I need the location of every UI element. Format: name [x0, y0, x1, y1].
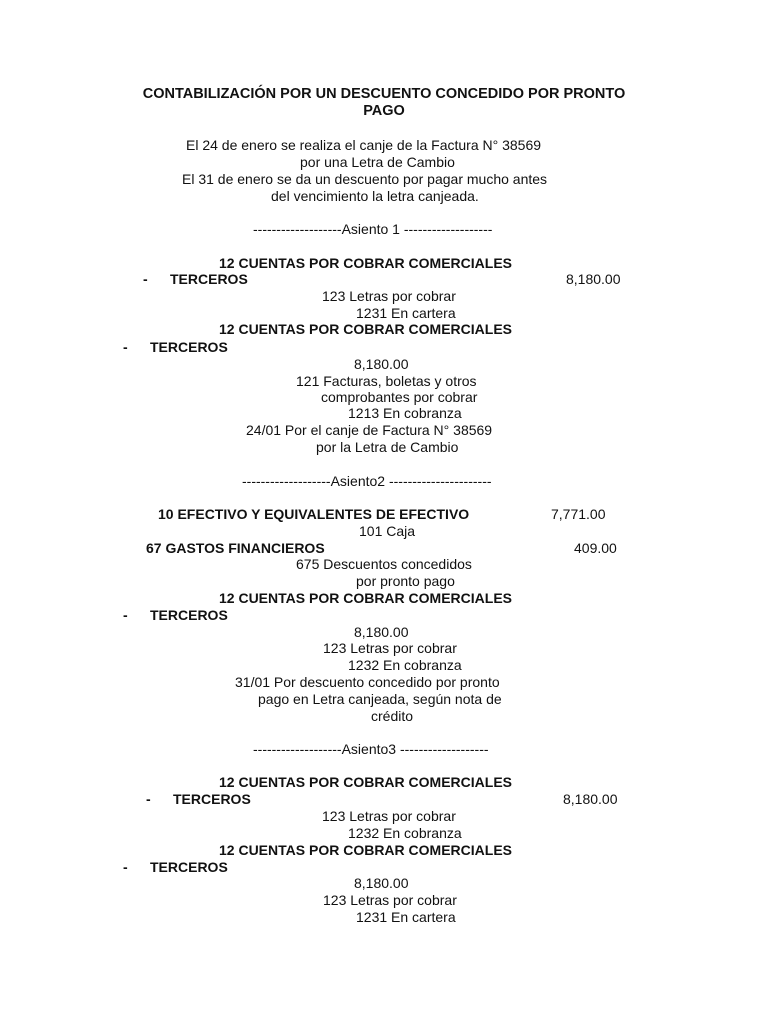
asiento-3-debit-line-1: 123 Letras por cobrar: [322, 808, 456, 824]
intro-line-2: por una Letra de Cambio: [300, 154, 455, 170]
asiento-2-debit-2-account: 67 GASTOS FINANCIEROS: [146, 540, 325, 556]
asiento-2-gloss-line-2: pago en Letra canjeada, según nota de: [258, 691, 502, 707]
asiento-2-credit-line-2: 1232 En cobranza: [348, 657, 462, 673]
asiento-3-separator: -------------------Asiento3 -------------------: [253, 741, 489, 757]
asiento-3-debit-amount: 8,180.00: [563, 791, 618, 807]
asiento-3-debit-account: 12 CUENTAS POR COBRAR COMERCIALES: [219, 774, 512, 790]
asiento-1-credit-line-3: 1213 En cobranza: [348, 405, 462, 421]
asiento-3-credit-dash: -: [123, 859, 128, 875]
asiento-1-debit-sub: TERCEROS: [170, 271, 248, 287]
asiento-2-credit-dash: -: [123, 607, 128, 623]
asiento-2-credit-line-1: 123 Letras por cobrar: [323, 640, 457, 656]
asiento-2-credit-amount: 8,180.00: [354, 624, 409, 640]
asiento-1-credit-account: 12 CUENTAS POR COBRAR COMERCIALES: [219, 321, 512, 337]
asiento-1-separator: -------------------Asiento 1 -------------------: [253, 221, 493, 237]
asiento-2-gloss-line-1: 31/01 Por descuento concedido por pronto: [235, 674, 500, 690]
asiento-2-debit-1-line-1: 101 Caja: [359, 523, 416, 539]
asiento-2-debit-2-amount: 409.00: [574, 540, 617, 556]
asiento-3-debit-sub: TERCEROS: [173, 791, 251, 807]
asiento-1-credit-dash: -: [123, 339, 128, 355]
asiento-1-debit-line-1: 123 Letras por cobrar: [322, 288, 456, 304]
asiento-2-debit-2-line-1: 675 Descuentos concedidos: [296, 556, 472, 572]
asiento-1-gloss-line-1: 24/01 Por el canje de Factura N° 38569: [246, 422, 493, 438]
intro-line-1: El 24 de enero se realiza el canje de la Factura N° 38569: [186, 137, 542, 153]
asiento-2-credit-account: 12 CUENTAS POR COBRAR COMERCIALES: [219, 590, 512, 606]
asiento-2-debit-2-line-2: por pronto pago: [356, 573, 455, 589]
asiento-1-credit-sub: TERCEROS: [150, 339, 228, 355]
intro-line-3: El 31 de enero se da un descuento por pagar mucho antes: [182, 171, 548, 187]
asiento-2-debit-1-amount: 7,771.00: [551, 506, 606, 522]
document-title-line-1: CONTABILIZACIÓN POR UN DESCUENTO CONCEDIDO POR PRONTO: [142, 86, 626, 102]
asiento-3-credit-line-1: 123 Letras por cobrar: [323, 892, 457, 908]
asiento-3-credit-sub: TERCEROS: [150, 859, 228, 875]
asiento-1-debit-dash: -: [143, 271, 148, 287]
asiento-3-debit-line-2: 1232 En cobranza: [348, 825, 462, 841]
asiento-2-credit-sub: TERCEROS: [150, 607, 228, 623]
asiento-1-gloss-line-2: por la Letra de Cambio: [316, 439, 459, 455]
intro-line-4: del vencimiento la letra canjeada.: [271, 188, 479, 204]
asiento-3-credit-line-2: 1231 En cartera: [356, 909, 456, 925]
asiento-1-credit-line-1: 121 Facturas, boletas y otros: [296, 373, 477, 389]
asiento-3-credit-amount: 8,180.00: [354, 875, 409, 891]
asiento-2-gloss-line-3: crédito: [371, 708, 414, 724]
asiento-2-debit-1-account: 10 EFECTIVO Y EQUIVALENTES DE EFECTIVO: [158, 506, 470, 522]
document-title-line-2: PAGO: [363, 103, 405, 119]
asiento-1-debit-line-2: 1231 En cartera: [356, 305, 456, 321]
asiento-3-debit-dash: -: [146, 791, 151, 807]
asiento-2-separator: -------------------Asiento2 ----------------------: [242, 473, 492, 489]
asiento-1-debit-amount: 8,180.00: [566, 271, 621, 287]
asiento-1-credit-amount: 8,180.00: [354, 356, 409, 372]
asiento-1-debit-account: 12 CUENTAS POR COBRAR COMERCIALES: [219, 255, 512, 271]
asiento-3-credit-account: 12 CUENTAS POR COBRAR COMERCIALES: [219, 842, 512, 858]
asiento-1-credit-line-2: comprobantes por cobrar: [321, 389, 478, 405]
